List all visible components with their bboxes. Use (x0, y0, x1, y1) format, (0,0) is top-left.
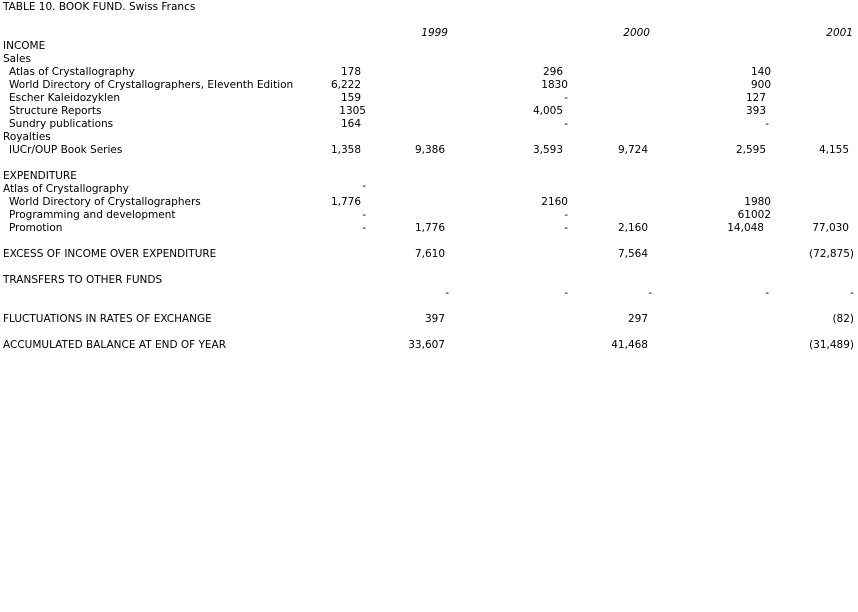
income-item-value: - (564, 118, 568, 130)
income-item-value: 178 (340, 66, 361, 78)
expenditure-item-value: 61002 (737, 209, 771, 221)
balance-2000: 41,468 (611, 339, 648, 351)
expenditure-item-label: Atlas of Crystallography (3, 183, 129, 195)
expenditure-item-value: - (564, 222, 568, 234)
income-item-value: - (765, 118, 769, 130)
income-item-value: 159 (340, 92, 361, 104)
balance-label: ACCUMULATED BALANCE AT END OF YEAR (3, 339, 227, 351)
income-item-value: 140 (750, 66, 771, 78)
expenditure-item-value: - (362, 222, 366, 234)
transfers-2000: - (648, 287, 652, 299)
transfers-2001: - (850, 287, 854, 299)
expenditure-item-value: 14,048 (727, 222, 764, 234)
income-item-value: 6,222 (330, 79, 361, 91)
income-item-value: 1830 (541, 79, 568, 91)
income-item-value: - (564, 92, 568, 104)
excess-label: EXCESS OF INCOME OVER EXPENDITURE (3, 248, 217, 260)
expenditure-item-value: 1980 (744, 196, 771, 208)
expenditure-item-value: 2160 (541, 196, 568, 208)
income-item-value: 393 (745, 105, 766, 117)
income-total-2001: 4,155 (818, 144, 849, 156)
expenditure-item-value: - (362, 180, 366, 192)
expenditure-item-value: 1,776 (330, 196, 361, 208)
income-item-value: 900 (750, 79, 771, 91)
fluctuations-2000: 297 (627, 313, 648, 325)
income-item-label: Structure Reports (9, 105, 102, 117)
expenditure-item-value: - (564, 209, 568, 221)
excess-2001: (72,875) (809, 248, 854, 260)
fluctuations-1999: 397 (424, 313, 445, 325)
expenditure-total-1999: 1,776 (414, 222, 445, 234)
sales-heading: Sales (3, 53, 31, 65)
income-item-label: Sundry publications (9, 118, 114, 130)
royalty-item-label: IUCr/OUP Book Series (9, 144, 123, 156)
income-item-value: 164 (340, 118, 361, 130)
expenditure-total-2000: 2,160 (617, 222, 648, 234)
year-header-1999: 1999 (421, 27, 448, 39)
expenditure-item-label: World Directory of Crystallographers (9, 196, 201, 208)
transfers-value: - (564, 287, 568, 299)
expenditure-item-label: Promotion (9, 222, 63, 234)
income-total-1999: 9,386 (414, 144, 445, 156)
transfers-1999: - (445, 287, 449, 299)
income-item-label: Atlas of Crystallography (9, 66, 135, 78)
expenditure-item-value: - (362, 209, 366, 221)
transfers-value: - (765, 287, 769, 299)
year-header-2001: 2001 (826, 27, 853, 39)
royalty-item-value: 3,593 (532, 144, 563, 156)
fluctuations-2001: (82) (832, 313, 854, 325)
income-heading: INCOME (3, 40, 46, 52)
royalty-item-value: 1,358 (330, 144, 361, 156)
income-item-label: World Directory of Crystallographers, Eleventh Edition (9, 79, 294, 91)
income-item-label: Escher Kaleidozyklen (9, 92, 121, 104)
expenditure-heading: EXPENDITURE (3, 170, 77, 182)
royalty-item-value: 2,595 (735, 144, 766, 156)
expenditure-total-2001: 77,030 (812, 222, 849, 234)
year-header-2000: 2000 (623, 27, 650, 39)
income-item-value: 4,005 (532, 105, 563, 117)
income-total-2000: 9,724 (617, 144, 648, 156)
expenditure-item-label: Programming and development (9, 209, 176, 221)
balance-1999: 33,607 (408, 339, 445, 351)
income-item-value: 127 (745, 92, 766, 104)
income-item-value: 296 (542, 66, 563, 78)
fluctuations-label: FLUCTUATIONS IN RATES OF EXCHANGE (3, 313, 212, 325)
transfers-label: TRANSFERS TO OTHER FUNDS (3, 274, 163, 286)
table-title: TABLE 10. BOOK FUND. Swiss Francs (3, 1, 196, 13)
balance-2001: (31,489) (809, 339, 854, 351)
excess-2000: 7,564 (617, 248, 648, 260)
royalties-heading: Royalties (3, 131, 51, 143)
excess-1999: 7,610 (414, 248, 445, 260)
income-item-value: 1305 (339, 105, 366, 117)
